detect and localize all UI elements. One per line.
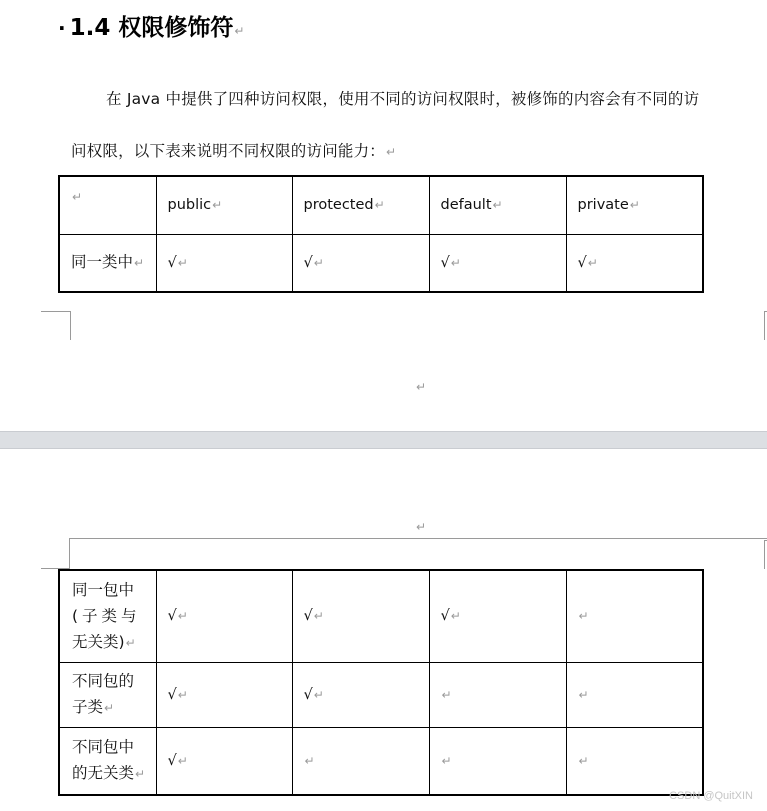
paragraph-mark-icon: ↵ — [134, 256, 145, 271]
paragraph-mark-icon: ↵ — [450, 609, 461, 624]
paragraph-mark-icon: ↵ — [313, 609, 324, 624]
paragraph-mark-icon: ↵ — [72, 190, 83, 204]
table-cell — [566, 727, 703, 795]
paragraph-line-2-text: 问权限，以下表来说明不同权限的访问能力： — [71, 142, 386, 160]
table-cell: √↵ — [292, 570, 429, 662]
table-cell: √↵ — [429, 234, 566, 292]
table-header-corner — [59, 176, 156, 234]
paragraph-mark-icon: ↵ — [578, 687, 589, 702]
paragraph-mark-icon: ↵ — [304, 753, 315, 768]
paragraph-mark-icon: ↵ — [578, 609, 589, 624]
table-cell: √↵ — [429, 570, 566, 662]
table-cell — [566, 662, 703, 727]
heading-bullet: · — [58, 16, 66, 40]
column-header-public: public↵ — [156, 176, 292, 234]
row-header-diff-package-subclass: 不同包的 子类↵ — [59, 662, 156, 727]
paragraph-mark-icon: ↵ — [104, 701, 115, 715]
table-cell: √↵ — [292, 662, 429, 727]
paragraph-mark-icon: ↵ — [234, 24, 245, 38]
paragraph-mark-icon: ↵ — [313, 687, 324, 702]
row-header-diff-package-unrelated: 不同包中 的无关类↵ — [59, 727, 156, 795]
paragraph-mark-icon: ↵ — [212, 198, 223, 213]
heading-title: 权限修饰符 — [118, 15, 234, 41]
paragraph-mark-icon: ↵ — [374, 198, 385, 213]
table-cell — [566, 570, 703, 662]
table-header-row — [59, 176, 703, 234]
table-row — [59, 727, 703, 795]
table-cell: √↵ — [156, 570, 292, 662]
table-cell: √↵ — [156, 662, 292, 727]
table-cell — [429, 662, 566, 727]
paragraph-line-1: 在 Java 中提供了四种访问权限，使用不同的访问权限时，被修饰的内容会有不同的访 — [106, 90, 700, 108]
paragraph-line-2 — [71, 139, 396, 161]
table-cell: √↵ — [292, 234, 429, 292]
table-row — [59, 662, 703, 727]
paragraph-mark-icon: ↵ — [629, 198, 640, 213]
column-header-protected: protected↵ — [292, 176, 429, 234]
paragraph-mark-icon: ↵ — [386, 145, 397, 159]
paragraph-mark-icon: ↵ — [135, 767, 146, 782]
paragraph-mark-icon: ↵ — [177, 609, 188, 624]
table-cell: √↵ — [156, 727, 292, 795]
paragraph-mark-icon: ↵ — [450, 255, 461, 270]
paragraph-mark-icon: ↵ — [125, 635, 136, 650]
row-header-same-package: 同一包中 (子类与 无关类)↵ — [59, 570, 156, 662]
paragraph-mark-icon: ↵ — [578, 753, 589, 768]
table-cell — [292, 727, 429, 795]
permission-table-part-2 — [58, 569, 704, 796]
table-row — [59, 570, 703, 662]
paragraph-mark-icon: ↵ — [313, 255, 324, 270]
paragraph-mark-icon: ↵ — [441, 753, 452, 768]
column-header-private: private↵ — [566, 176, 703, 234]
row-header-same-class: 同一类中↵ — [59, 234, 156, 292]
paragraph-mark-icon: ↵ — [587, 255, 598, 270]
paragraph-mark-icon: ↵ — [177, 687, 188, 702]
table-cell: √↵ — [156, 234, 292, 292]
margin-corner-mark — [41, 311, 71, 340]
paragraph-mark-icon: ↵ — [416, 380, 427, 394]
column-header-default: default↵ — [429, 176, 566, 234]
table-row — [59, 234, 703, 292]
paragraph-mark-icon: ↵ — [177, 753, 188, 768]
table-cell — [429, 727, 566, 795]
header-boundary-mark — [69, 538, 767, 569]
paragraph-mark-icon: ↵ — [441, 687, 452, 702]
paragraph-mark-icon: ↵ — [416, 520, 427, 534]
permission-table-part-1 — [58, 175, 704, 293]
table-cell: √↵ — [566, 234, 703, 292]
watermark: CSDN @QuitXIN — [669, 790, 753, 802]
paragraph-mark-icon: ↵ — [177, 255, 188, 270]
heading-number: 1.4 — [69, 15, 111, 41]
paragraph-mark-icon: ↵ — [492, 198, 503, 213]
page-break-gap — [0, 431, 767, 449]
section-heading — [58, 9, 244, 43]
